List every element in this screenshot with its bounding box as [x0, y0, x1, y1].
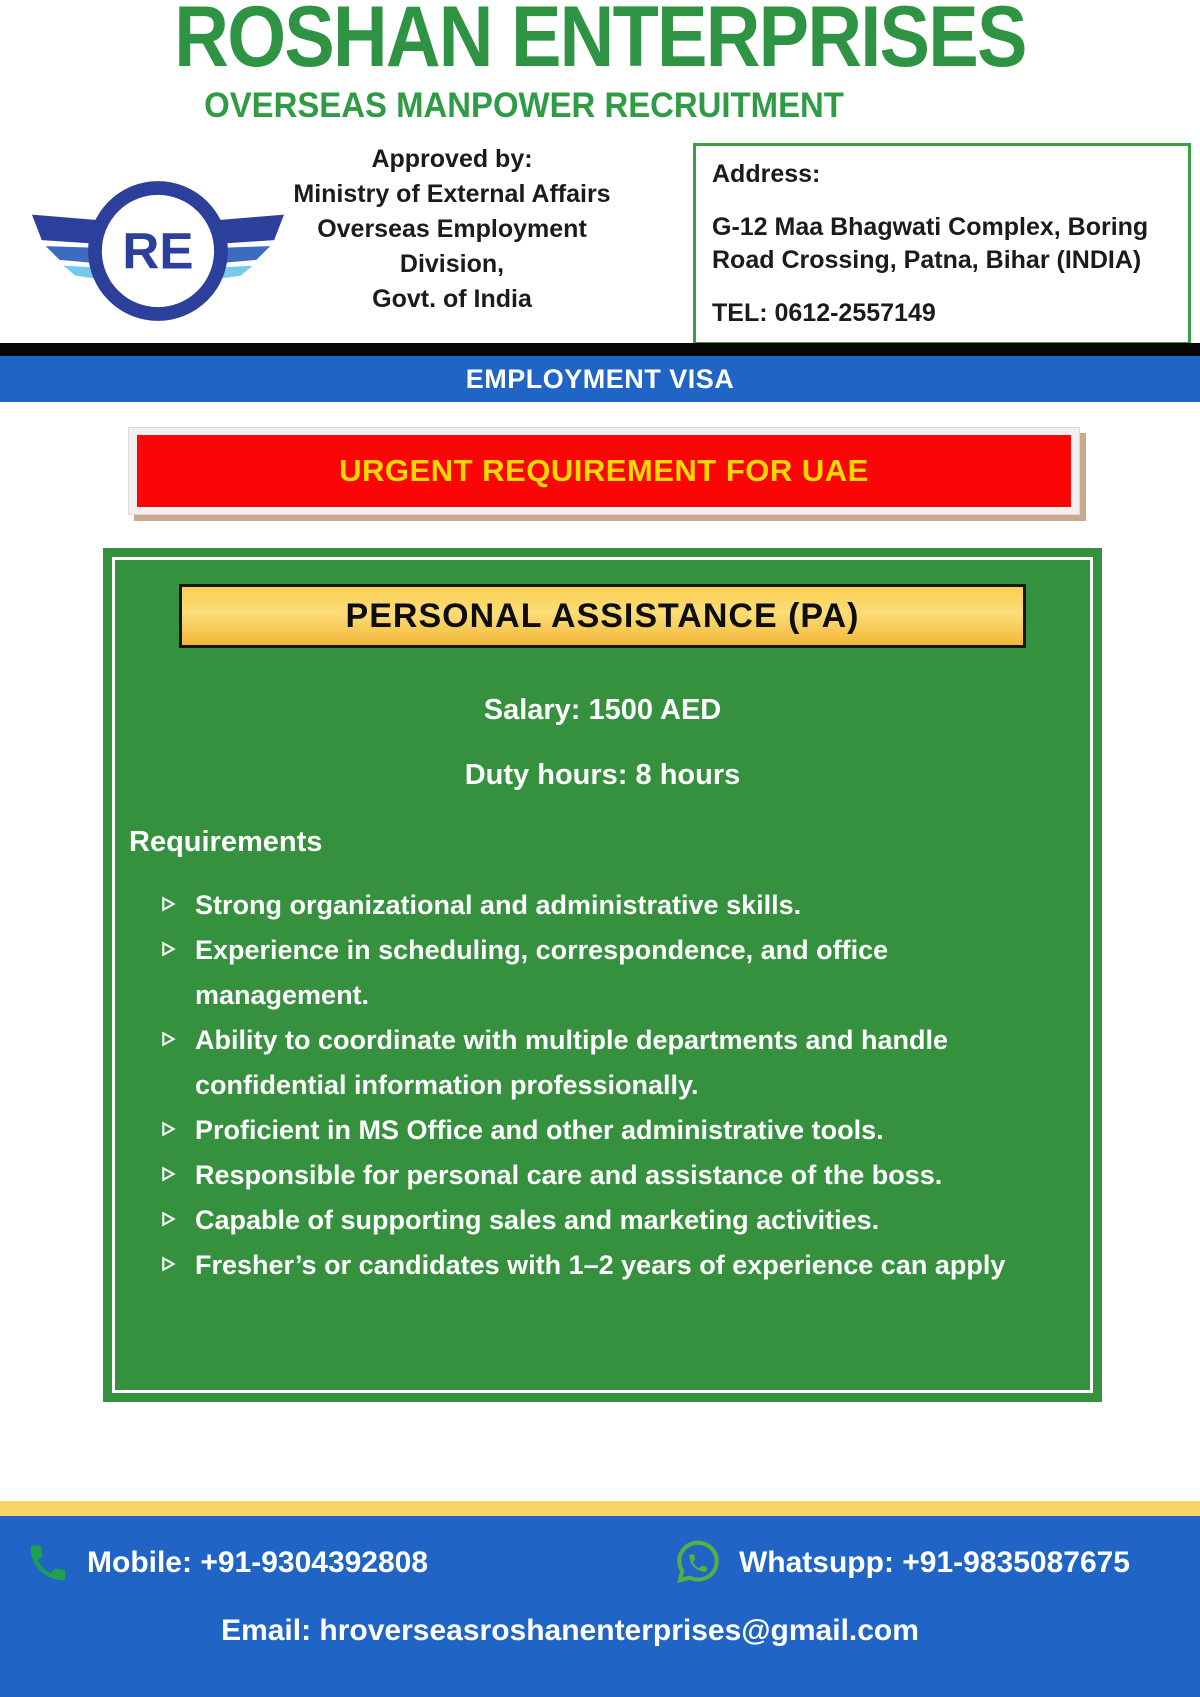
- requirements-list: [115, 883, 1090, 1288]
- requirement-item: [161, 883, 1070, 928]
- winged-re-logo-icon: [28, 156, 284, 346]
- address-box: [693, 143, 1191, 345]
- duty-hours-line: Duty hours: 8 hours: [464, 759, 741, 791]
- arrow-bullet-icon: [161, 1108, 181, 1138]
- address-label: Address:: [712, 160, 821, 188]
- address-tel: TEL: 0612-2557149: [712, 299, 936, 327]
- requirement-item: [161, 1198, 1070, 1243]
- arrow-bullet-icon: [161, 928, 181, 958]
- requirement-text: Proficient in MS Office and other administrative tools.: [195, 1115, 884, 1145]
- company-tagline: OVERSEAS MANPOWER RECRUITMENT: [204, 86, 844, 125]
- approved-by-line: Overseas Employment Division,: [317, 215, 587, 278]
- requirement-item: [161, 928, 1070, 1018]
- job-panel-inner: [112, 557, 1093, 1393]
- yellow-divider-strip: [0, 1501, 1200, 1516]
- arrow-bullet-icon: [161, 883, 181, 913]
- salary-line: Salary: 1500 AED: [483, 694, 722, 726]
- arrow-bullet-icon: [161, 1198, 181, 1228]
- requirement-text: Responsible for personal care and assistance of the boss.: [195, 1160, 943, 1190]
- mobile-contact: [25, 1540, 428, 1586]
- urgent-banner: [128, 427, 1080, 515]
- footer-contact-bar: [0, 1516, 1200, 1697]
- urgent-banner-inner: [137, 435, 1071, 507]
- whatsapp-icon: [673, 1538, 723, 1588]
- requirement-item: [161, 1243, 1070, 1288]
- requirement-text: Fresher’s or candidates with 1–2 years of experience can apply: [195, 1250, 1006, 1280]
- address-value: G-12 Maa Bhagwati Complex, Boring Road Crossing, Patna, Bihar (INDIA): [712, 213, 1149, 274]
- svg-text:RE: RE: [122, 222, 194, 280]
- company-name: ROSHAN ENTERPRISES: [174, 0, 1026, 85]
- requirement-item: [161, 1108, 1070, 1153]
- employment-visa-bar: [0, 356, 1200, 402]
- arrow-bullet-icon: [161, 1153, 181, 1183]
- approved-by-line: Ministry of External Affairs: [293, 180, 611, 208]
- requirement-text: Strong organizational and administrative skills.: [195, 890, 802, 920]
- phone-icon: [25, 1540, 71, 1586]
- arrow-bullet-icon: [161, 1018, 181, 1048]
- company-logo: [28, 156, 284, 346]
- whatsapp-contact: [673, 1538, 1130, 1588]
- approved-by-line: Govt. of India: [372, 285, 532, 313]
- job-title-box: [179, 584, 1026, 648]
- email-contact: Email: hroverseasroshanenterprises@gmail.com: [221, 1614, 919, 1647]
- approved-by-block: [268, 142, 636, 317]
- job-panel: [103, 548, 1102, 1402]
- requirement-text: Capable of supporting sales and marketing activities.: [195, 1205, 880, 1235]
- requirements-heading: Requirements: [129, 826, 323, 858]
- mobile-number: Mobile: +91-9304392808: [87, 1546, 429, 1579]
- urgent-banner-label: URGENT REQUIREMENT FOR UAE: [339, 453, 869, 488]
- whatsapp-number: Whatsupp: +91-9835087675: [738, 1546, 1130, 1579]
- job-title-label: PERSONAL ASSISTANCE (PA): [345, 596, 860, 635]
- employment-visa-label: EMPLOYMENT VISA: [465, 363, 735, 394]
- black-divider-bar: [0, 343, 1200, 356]
- arrow-bullet-icon: [161, 1243, 181, 1273]
- approved-by-line: Approved by:: [371, 145, 533, 173]
- requirement-text: Experience in scheduling, correspondence, and office management.: [195, 935, 889, 1010]
- requirement-text: Ability to coordinate with multiple departments and handle confidential information professionally.: [195, 1025, 949, 1100]
- requirement-item: [161, 1153, 1070, 1198]
- requirement-item: [161, 1018, 1070, 1108]
